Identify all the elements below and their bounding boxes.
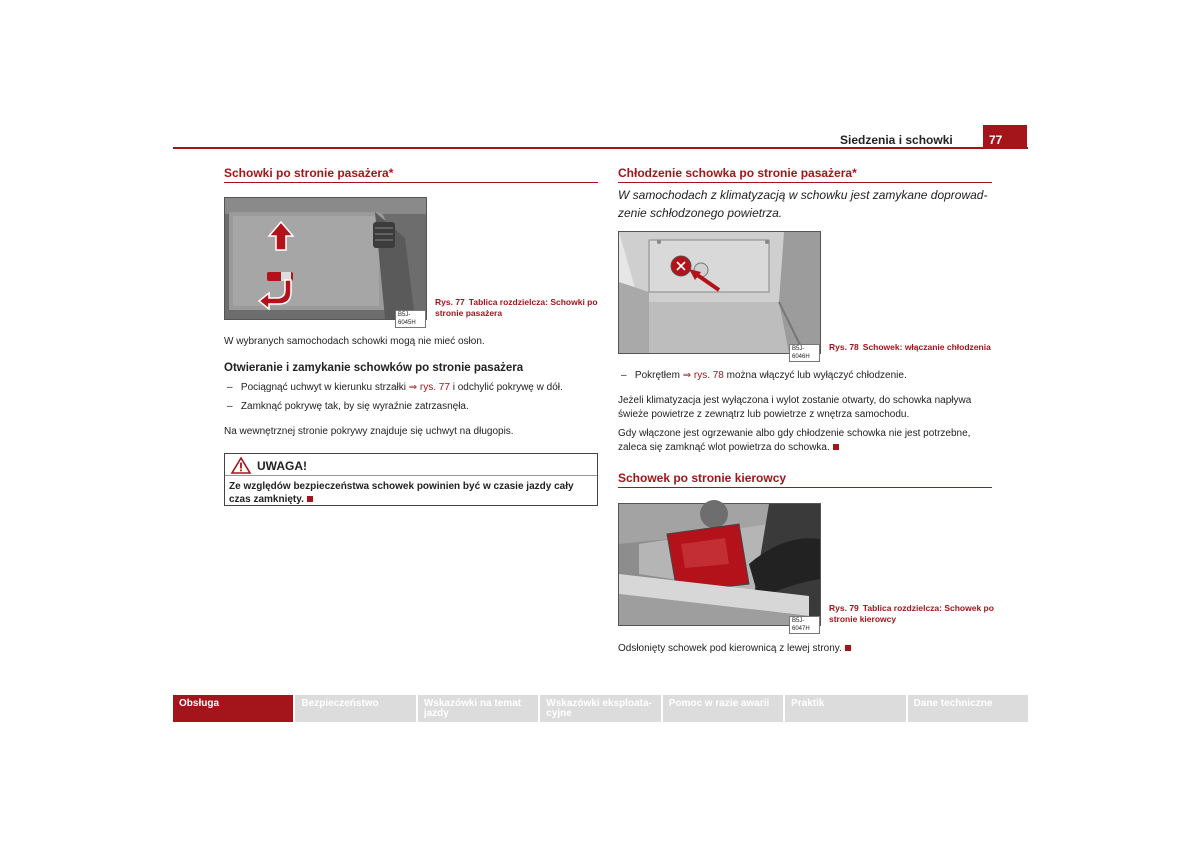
caption-text: Schowek: włączanie chłodzenia <box>862 342 991 352</box>
figure-code: B5J-6045H <box>395 310 426 328</box>
lead-text: W samochodach z klimatyzacją w schowku jest zamykane doprowad- zenie schłodzonego powietrza. <box>618 188 988 220</box>
warning-triangle-icon <box>231 457 251 474</box>
nav-item-obsluga[interactable]: Obsługa <box>173 695 295 722</box>
end-mark <box>845 645 851 651</box>
warning-header <box>225 454 597 476</box>
nav-item-praktik[interactable]: Praktik <box>785 695 907 722</box>
list-item: – Pokrętłem ⇒ rys. 78 można włączyć lub wyłączyć chłodzenie. <box>621 370 907 381</box>
end-mark <box>833 444 839 450</box>
subheading-open-close: Otwieranie i zamykanie schowków po stronie pasażera <box>224 362 524 374</box>
list-dash: – <box>227 382 233 393</box>
nav-item-pomoc[interactable]: Pomoc w razie awarii <box>663 695 785 722</box>
section-heading-passenger-compartments: Schowki po stronie pasażera* <box>224 166 394 180</box>
section-heading-driver-compartment: Schowek po stronie kierowcy <box>618 471 787 485</box>
driver-compartment-illustration <box>619 504 820 625</box>
section-rule <box>618 487 992 488</box>
list-dash: – <box>621 370 627 381</box>
glovebox-interior-illustration <box>619 232 820 353</box>
caption-label: Rys. 79 <box>829 603 859 613</box>
note-text: Na wewnętrznej stronie pokrywy znajduje się uchwyt na długopis. <box>224 426 514 437</box>
figure-link[interactable]: ⇒ rys. 77 <box>408 382 450 393</box>
caption-text: Tablica rozdzielcza: Schowki po stronie pasażera <box>435 297 598 318</box>
end-mark <box>307 496 313 502</box>
list-item: – Zamknąć pokrywę tak, by się wyraźnie zatrzasnęła. <box>227 401 469 412</box>
section-heading-cooling: Chłodzenie schowka po stronie pasażera* <box>618 166 857 180</box>
closing-text: Odsłonięty schowek pod kierownicą z lewej strony. <box>618 642 992 656</box>
figure-77-image <box>224 197 427 326</box>
intro-text: W wybranych samochodach schowki mogą nie mieć osłon. <box>224 336 485 347</box>
list-dash: – <box>227 401 233 412</box>
figure-79-image <box>618 503 821 632</box>
glovebox-illustration <box>225 198 426 319</box>
figure-79-caption <box>829 603 999 625</box>
caption-text: Tablica rozdzielcza: Schowek po stronie kierowcy <box>829 603 994 624</box>
caption-label: Rys. 77 <box>435 297 465 307</box>
header-rule <box>173 147 1028 149</box>
page-number: 77 <box>983 125 1027 149</box>
nav-item-wskazowki-eksploatacyjne[interactable]: Wskazówki eksploata-cyjne <box>540 695 662 722</box>
figure-78-image <box>618 231 821 360</box>
figure-link[interactable]: ⇒ rys. 78 <box>682 370 724 381</box>
nav-item-dane-techniczne[interactable]: Dane techniczne <box>908 695 1028 722</box>
nav-item-wskazowki-jazdy[interactable]: Wskazówki na temat jazdy <box>418 695 540 722</box>
figure-code: B5J-6047H <box>789 616 820 634</box>
warning-title: UWAGA! <box>257 459 307 473</box>
paragraph: Gdy włączone jest ogrzewanie albo gdy chłodzenie schowka nie jest potrzebne, zaleca się zamknąć wlot powietrza do schowka. <box>618 428 971 453</box>
caption-label: Rys. 78 <box>829 342 859 352</box>
chapter-nav <box>173 695 1028 722</box>
figure-code: B5J-6046H <box>789 344 820 362</box>
section-rule <box>224 182 598 183</box>
figure-77-caption <box>435 297 600 319</box>
warning-box <box>224 453 598 506</box>
figure-78-caption <box>829 342 999 353</box>
page-section-title: Siedzenia i schowki <box>840 133 953 147</box>
list-item: – Pociągnąć uchwyt w kierunku strzałki ⇒ rys. 77 i odchylić pokrywę w dół. <box>227 382 563 393</box>
paragraph: Jeżeli klimatyzacja jest wyłączona i wylot zostanie otwarty, do schowka napływa świeże powietrze z zewnątrz lub powietrze z wnętrza samochodu. <box>618 395 972 420</box>
warning-text: Ze względów bezpieczeństwa schowek powinien być w czasie jazdy cały czas zamknięty. <box>229 481 574 505</box>
nav-item-bezpieczenstwo[interactable]: Bezpieczeństwo <box>295 695 417 722</box>
section-rule <box>618 182 992 183</box>
